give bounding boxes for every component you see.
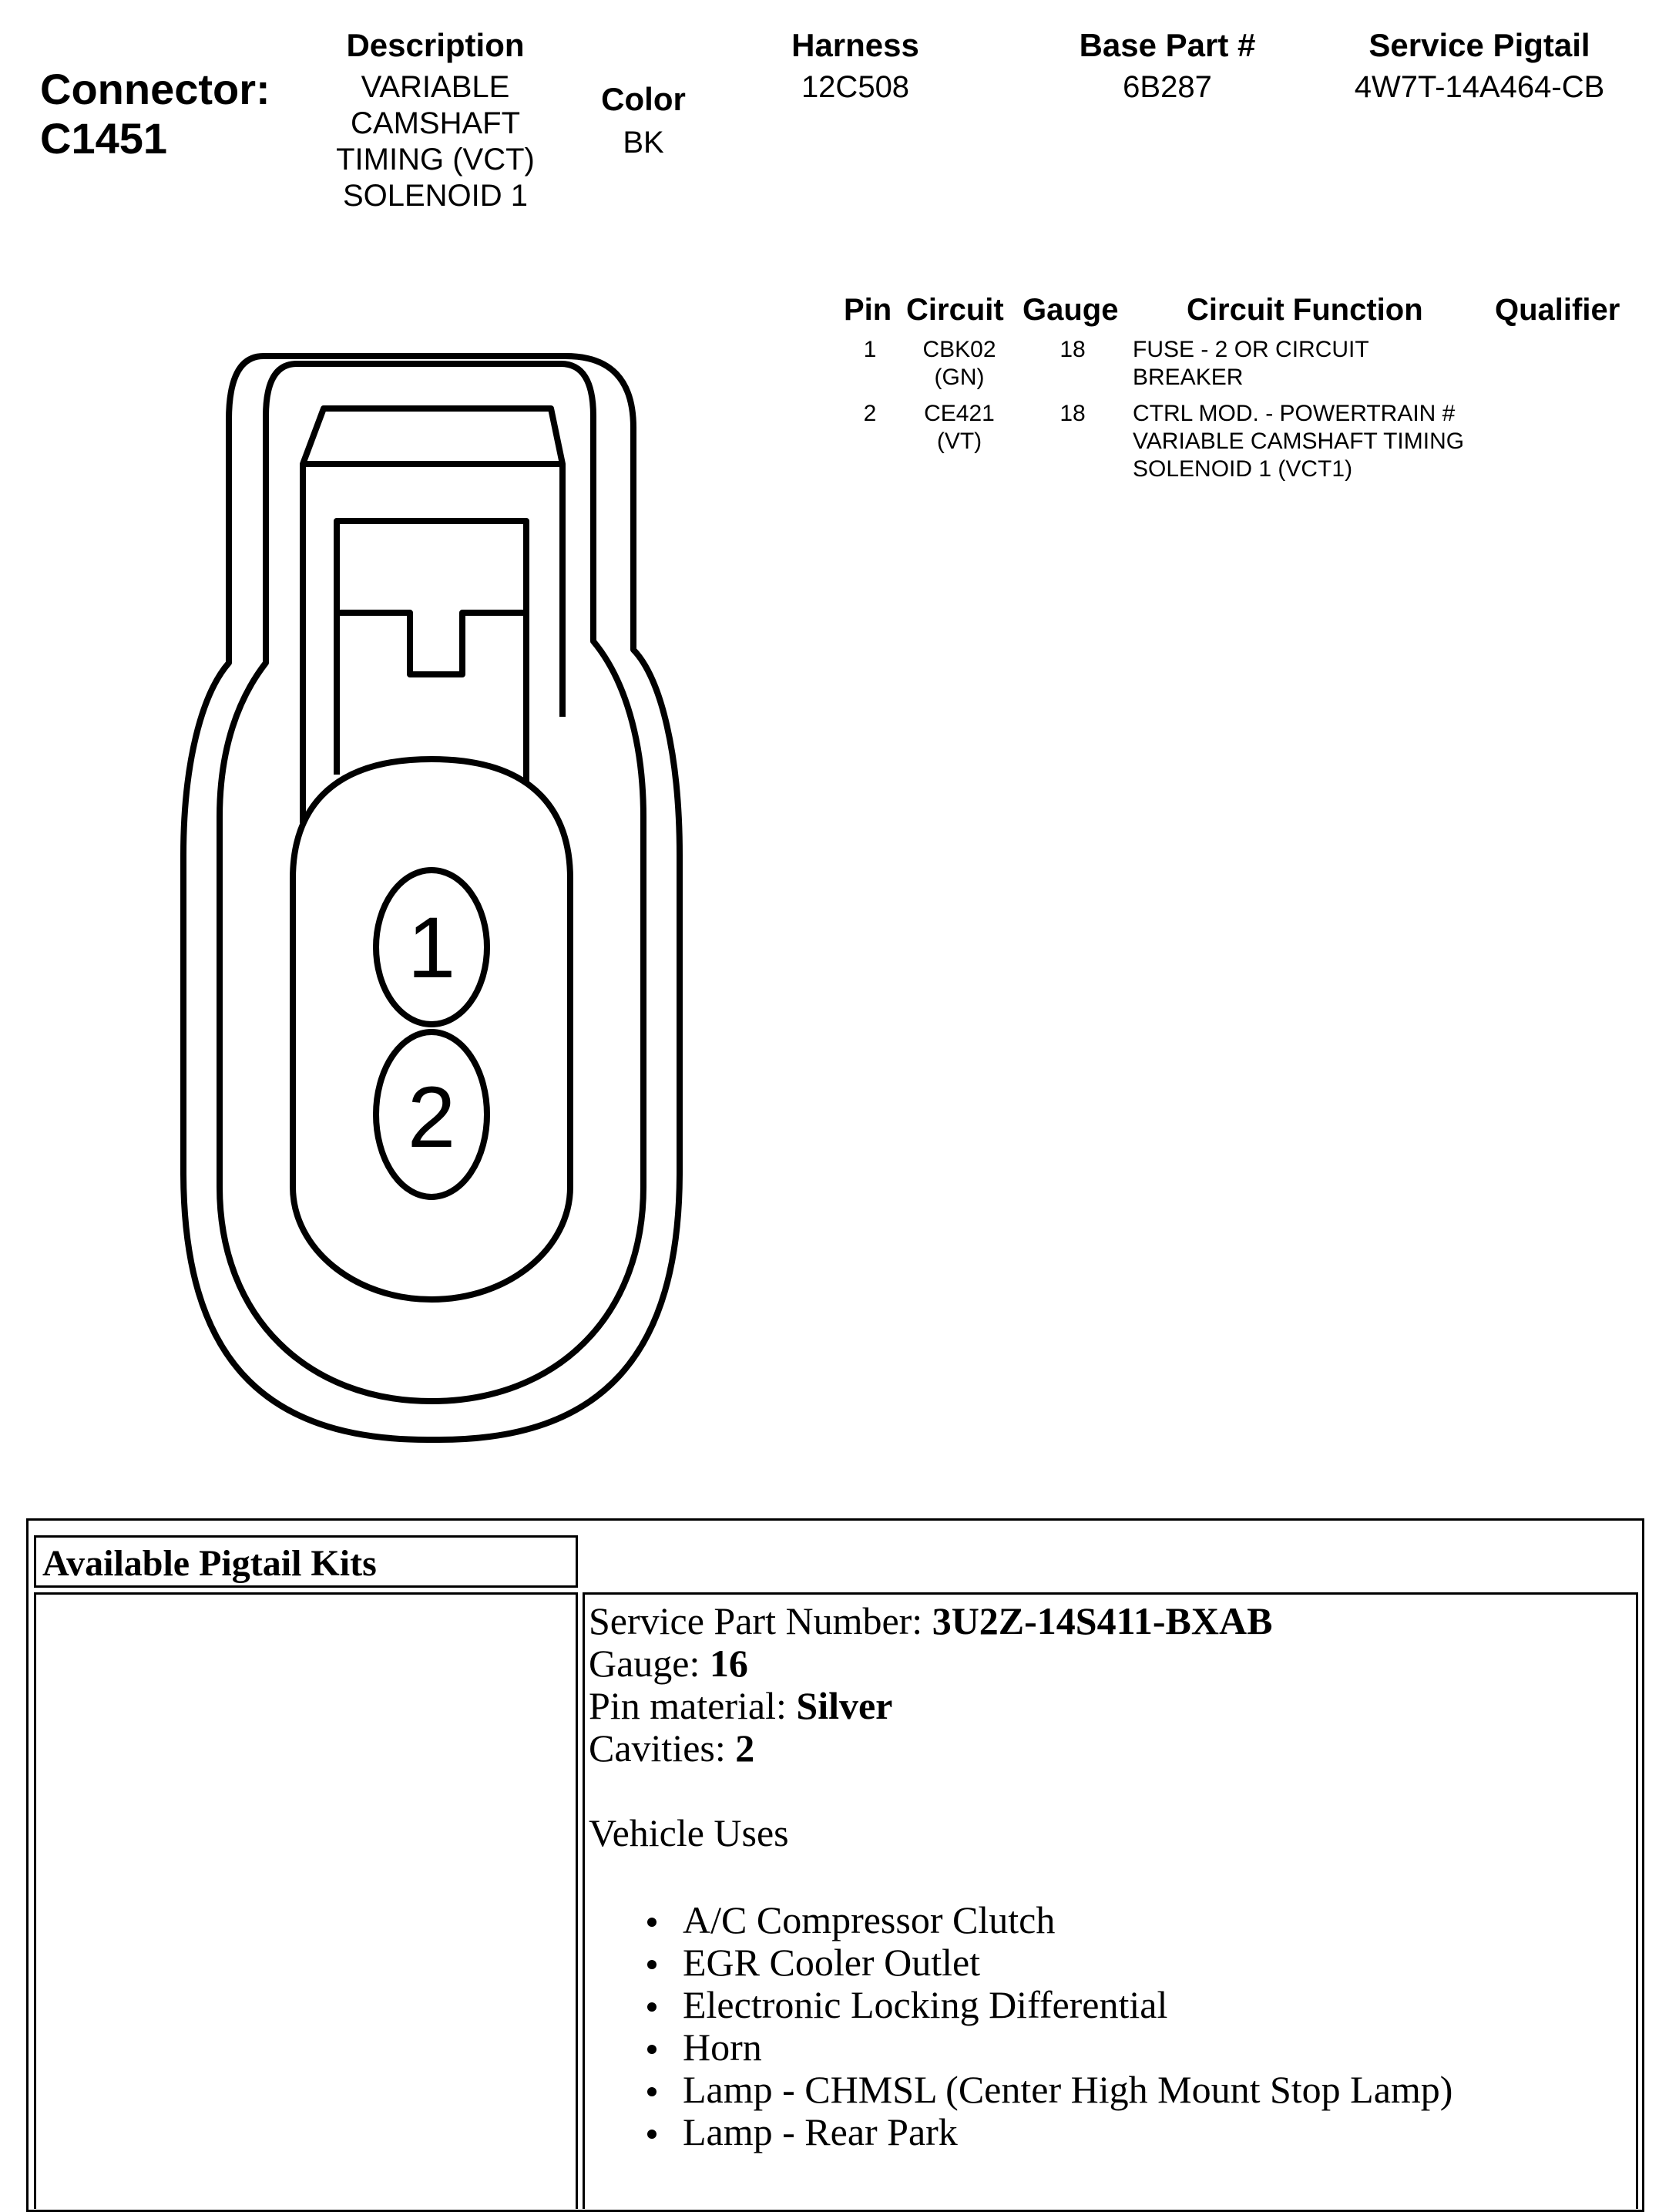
circuit-code xyxy=(902,336,1017,392)
service-part-number-label: Service Part Number: xyxy=(589,1599,932,1642)
vehicle-uses-label: Vehicle Uses xyxy=(589,1811,789,1854)
pin-number: 2 xyxy=(863,401,877,426)
harness-label: Harness xyxy=(791,27,919,63)
description-line: SOLENOID 1 xyxy=(342,179,529,213)
gauge-header: Gauge xyxy=(1023,293,1119,327)
list-item xyxy=(589,2111,1452,2153)
description-label: Description xyxy=(346,27,525,63)
pigtail-kit-image-cell xyxy=(34,1592,578,2209)
pigtail-kit-details xyxy=(589,1600,1452,2153)
pin-2-label: 2 xyxy=(407,1069,456,1165)
pigtail-kits-title-cell xyxy=(34,1535,578,1588)
connector-label: Connector: xyxy=(40,65,270,113)
vehicle-use-text: Lamp - CHMSL (Center High Mount Stop Lamp) xyxy=(683,2068,1453,2111)
color-label: Color xyxy=(601,81,686,117)
description-column xyxy=(308,26,562,214)
vehicle-use-text: Lamp - Rear Park xyxy=(683,2110,958,2153)
circuit-header: Circuit xyxy=(906,293,1004,327)
gauge-value: 18 xyxy=(1059,337,1086,362)
circuit-function xyxy=(1133,400,1533,483)
connector-title xyxy=(40,65,270,163)
base-part-value: 6B287 xyxy=(1123,70,1212,104)
vehicle-use-text: A/C Compressor Clutch xyxy=(683,1898,1056,1941)
qualifier-header: Qualifier xyxy=(1495,293,1620,327)
connector-diagram xyxy=(170,339,693,1449)
harness-column xyxy=(747,26,963,106)
circuit-function-header: Circuit Function xyxy=(1187,293,1423,327)
service-pigtail-label: Service Pigtail xyxy=(1368,27,1590,63)
vehicle-use-text: EGR Cooler Outlet xyxy=(683,1941,981,1984)
description-line: VARIABLE xyxy=(361,70,510,104)
pin-material-label: Pin material: xyxy=(589,1684,797,1727)
kit-gauge-value: 16 xyxy=(709,1642,748,1685)
list-item xyxy=(589,1984,1452,2026)
service-part-number-row xyxy=(589,1600,1452,1642)
list-item xyxy=(589,1899,1452,1941)
circuit-function-line: FUSE - 2 OR CIRCUIT xyxy=(1133,337,1369,362)
description-line: TIMING (VCT) xyxy=(336,143,535,176)
pin-number: 1 xyxy=(863,337,877,362)
circuit-function-line: VARIABLE CAMSHAFT TIMING xyxy=(1133,429,1465,454)
color-column xyxy=(566,80,720,161)
kit-gauge-row xyxy=(589,1642,1452,1685)
bullet-icon xyxy=(647,2002,657,2012)
circuit-code xyxy=(902,400,1017,456)
circuit-function-line: SOLENOID 1 (VCT1) xyxy=(1133,456,1353,482)
list-item xyxy=(589,2026,1452,2069)
list-item xyxy=(589,1941,1452,1984)
connector-id: C1451 xyxy=(40,114,168,163)
vehicle-uses-list xyxy=(589,1899,1452,2153)
base-part-column xyxy=(1040,26,1295,106)
circuit-function-line: BREAKER xyxy=(1133,365,1244,390)
bullet-icon xyxy=(647,2130,657,2139)
circuit-function-line: CTRL MOD. - POWERTRAIN # xyxy=(1133,401,1456,426)
bullet-icon xyxy=(647,1918,657,1927)
vehicle-use-text: Electronic Locking Differential xyxy=(683,1983,1168,2026)
pin-material-value: Silver xyxy=(796,1684,893,1727)
circuit-id: CBK02 xyxy=(922,337,996,362)
cavities-value: 2 xyxy=(735,1726,755,1770)
circuit-id: CE421 xyxy=(924,401,995,426)
cavities-row xyxy=(589,1727,1452,1770)
vehicle-use-text: Horn xyxy=(683,2025,762,2069)
pigtail-kits-title: Available Pigtail Kits xyxy=(42,1543,377,1584)
circuit-function xyxy=(1133,336,1533,392)
harness-value: 12C508 xyxy=(801,70,910,104)
bullet-icon xyxy=(647,2087,657,2096)
gauge-value: 18 xyxy=(1059,401,1086,426)
connector-locking-tab xyxy=(337,521,526,782)
pin-material-row xyxy=(589,1685,1452,1727)
connector-tab-notch xyxy=(337,613,526,674)
base-part-label: Base Part # xyxy=(1079,27,1256,63)
color-value: BK xyxy=(623,126,664,160)
service-part-number-value: 3U2Z-14S411-BXAB xyxy=(932,1599,1273,1642)
description-line: CAMSHAFT xyxy=(351,106,520,140)
bullet-icon xyxy=(647,2045,657,2054)
pin-header: Pin xyxy=(844,293,892,327)
service-pigtail-value: 4W7T-14A464-CB xyxy=(1354,70,1605,104)
list-item xyxy=(589,2069,1452,2111)
kit-gauge-label: Gauge: xyxy=(589,1642,710,1685)
circuit-color: (GN) xyxy=(934,365,985,390)
bullet-icon xyxy=(647,1960,657,1969)
pin-1-label: 1 xyxy=(407,899,456,996)
circuit-color: (VT) xyxy=(936,429,982,454)
service-pigtail-column xyxy=(1310,26,1649,106)
cavities-label: Cavities: xyxy=(589,1726,736,1770)
